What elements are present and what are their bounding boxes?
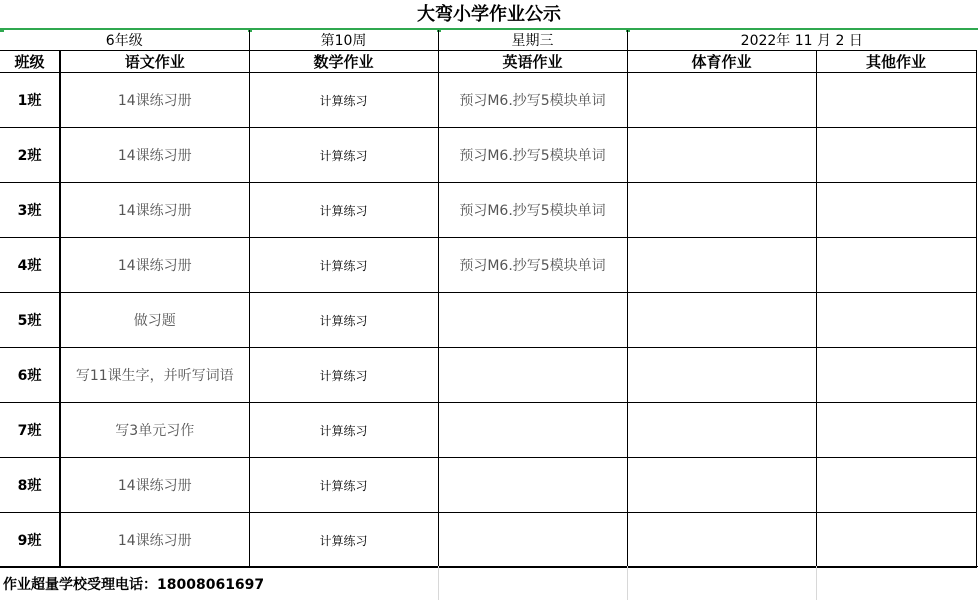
math-cell[interactable]: 计算练习 xyxy=(249,403,438,458)
chinese-cell[interactable]: 14课练习册 xyxy=(60,183,249,238)
table-row xyxy=(0,403,976,458)
grade-cell[interactable]: 6年级 xyxy=(0,30,249,51)
date-cell[interactable]: 2022年 11 月 2 日 xyxy=(627,30,976,51)
class-cell[interactable]: 9班 xyxy=(0,513,60,568)
header-class[interactable]: 班级 xyxy=(0,51,60,73)
chinese-cell[interactable]: 14课练习册 xyxy=(60,458,249,513)
other-cell[interactable] xyxy=(816,403,976,458)
sheet-title[interactable]: 大弯小学作业公示 xyxy=(0,0,978,30)
gridline xyxy=(816,566,817,600)
class-cell[interactable]: 2班 xyxy=(0,128,60,183)
other-cell[interactable] xyxy=(816,348,976,403)
complaint-phone-note[interactable]: 作业超量学校受理电话：18008061697 xyxy=(3,577,265,593)
chinese-cell[interactable]: 写11课生字，并听写词语 xyxy=(60,348,249,403)
pe-cell[interactable] xyxy=(627,238,816,293)
math-cell[interactable]: 计算练习 xyxy=(249,238,438,293)
other-cell[interactable] xyxy=(816,183,976,238)
table-row xyxy=(0,238,976,293)
other-cell[interactable] xyxy=(816,458,976,513)
math-cell[interactable]: 计算练习 xyxy=(249,293,438,348)
table-row xyxy=(0,348,976,403)
pe-cell[interactable] xyxy=(627,128,816,183)
english-cell[interactable] xyxy=(438,513,627,568)
english-cell[interactable] xyxy=(438,403,627,458)
chinese-cell[interactable]: 做习题 xyxy=(60,293,249,348)
class-cell[interactable]: 8班 xyxy=(0,458,60,513)
math-cell[interactable]: 计算练习 xyxy=(249,458,438,513)
other-cell[interactable] xyxy=(816,128,976,183)
chinese-cell[interactable]: 14课练习册 xyxy=(60,513,249,568)
english-cell[interactable]: 预习M6.抄写5模块单词 xyxy=(438,128,627,183)
pe-cell[interactable] xyxy=(627,403,816,458)
weekday-cell[interactable]: 星期三 xyxy=(438,30,627,51)
footer-divider xyxy=(0,566,978,567)
english-cell[interactable]: 预习M6.抄写5模块单词 xyxy=(438,73,627,128)
math-cell[interactable]: 计算练习 xyxy=(249,128,438,183)
math-cell[interactable]: 计算练习 xyxy=(249,348,438,403)
other-cell[interactable] xyxy=(816,293,976,348)
gridline xyxy=(627,566,628,600)
english-cell[interactable] xyxy=(438,348,627,403)
english-cell[interactable]: 预习M6.抄写5模块单词 xyxy=(438,183,627,238)
gridline xyxy=(438,566,439,600)
table-row xyxy=(0,293,976,348)
english-cell[interactable]: 预习M6.抄写5模块单词 xyxy=(438,238,627,293)
table-row xyxy=(0,458,976,513)
chinese-cell[interactable]: 14课练习册 xyxy=(60,73,249,128)
math-cell[interactable]: 计算练习 xyxy=(249,183,438,238)
pe-cell[interactable] xyxy=(627,183,816,238)
pe-cell[interactable] xyxy=(627,293,816,348)
chinese-cell[interactable]: 写3单元习作 xyxy=(60,403,249,458)
week-cell[interactable]: 第10周 xyxy=(249,30,438,51)
class-cell[interactable]: 7班 xyxy=(0,403,60,458)
chinese-cell[interactable]: 14课练习册 xyxy=(60,238,249,293)
table-row xyxy=(0,183,976,238)
chinese-cell[interactable]: 14课练习册 xyxy=(60,128,249,183)
class-cell[interactable]: 5班 xyxy=(0,293,60,348)
class-cell[interactable]: 3班 xyxy=(0,183,60,238)
pe-cell[interactable] xyxy=(627,73,816,128)
info-row xyxy=(0,30,976,51)
english-cell[interactable] xyxy=(438,293,627,348)
pe-cell[interactable] xyxy=(627,513,816,568)
class-cell[interactable]: 6班 xyxy=(0,348,60,403)
class-cell[interactable]: 1班 xyxy=(0,73,60,128)
header-chinese[interactable]: 语文作业 xyxy=(60,51,249,73)
other-cell[interactable] xyxy=(816,73,976,128)
header-row xyxy=(0,51,976,73)
math-cell[interactable]: 计算练习 xyxy=(249,513,438,568)
header-math[interactable]: 数学作业 xyxy=(249,51,438,73)
header-other[interactable]: 其他作业 xyxy=(816,51,976,73)
other-cell[interactable] xyxy=(816,513,976,568)
pe-cell[interactable] xyxy=(627,348,816,403)
math-cell[interactable]: 计算练习 xyxy=(249,73,438,128)
class-cell[interactable]: 4班 xyxy=(0,238,60,293)
english-cell[interactable] xyxy=(438,458,627,513)
pe-cell[interactable] xyxy=(627,458,816,513)
table-row xyxy=(0,513,976,568)
table-row xyxy=(0,128,976,183)
table-row xyxy=(0,73,976,128)
homework-table xyxy=(0,30,977,568)
header-english[interactable]: 英语作业 xyxy=(438,51,627,73)
footer-area xyxy=(0,566,978,600)
other-cell[interactable] xyxy=(816,238,976,293)
header-pe[interactable]: 体育作业 xyxy=(627,51,816,73)
